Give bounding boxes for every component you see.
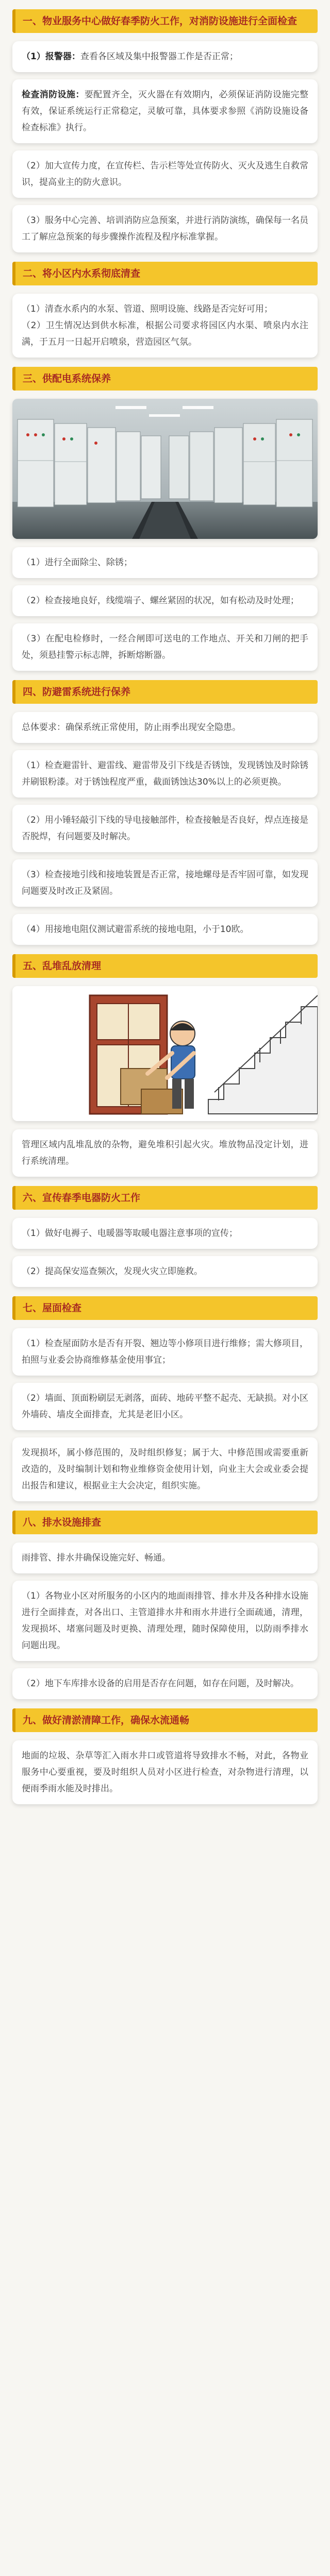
- section-3-box-a: （1）进行全面除尘、除锈；: [12, 547, 318, 578]
- section-4-box-c: （3）检查接地引线和接地装置是否正常，接地螺母是否牢固可靠，如发现问题要及时改正及紧固。: [12, 859, 318, 907]
- section-9-title: 九、做好清淤清障工作，确保水流通畅: [12, 1708, 318, 1732]
- section-1-box-c: （2）加大宣传力度，在宣传栏、告示栏等处宣传防火、灭火及逃生自救常识，提高业主的防火意识。: [12, 150, 318, 198]
- section-9-box: 地面的垃圾、杂草等汇入雨水井口或管道将导致排水不畅，对此，各物业服务中心要重视，要及时组织人员对小区进行检查，对杂物进行清理，以便雨季雨水能及时排出。: [12, 1740, 318, 1804]
- fire-facility-text: 要配置齐全，灭火器在有效期内，必须保证消防设施完整有效，保证系统运行正常稳定，灵敏可靠，具体要求参照《消防设施设备检查标准》执行。: [22, 90, 309, 133]
- alarm-text: 查看各区域及集中报警器工作是否正常；: [80, 52, 238, 62]
- section-5-title: 五、乱堆乱放清理: [12, 954, 318, 978]
- section-1-box-a: [12, 41, 318, 72]
- section-8-title: 八、排水设施排查: [12, 1511, 318, 1534]
- section-4-intro: 总体要求：确保系统正常使用，防止雨季出现安全隐患。: [12, 712, 318, 743]
- section-2-item-1: （1）清查水系内的水泵、管道、照明设施、线路是否完好可用；: [22, 304, 273, 314]
- section-4-box-b: （2）用小锤轻敲引下线的导电接触部件，检查接触是否良好，焊点连接是否脱焊，有问题要及时解决。: [12, 805, 318, 852]
- section-8-box-a: （1）各物业小区对所服务的小区内的地面雨排管、排水井及各种排水设施进行全面排查，对各出口、主管道排水井和雨水井进行全面疏通，清理，发现损坏、堵塞问题及时更换、清理处理，随时保障使用，以防雨季排水问题出现。: [12, 1581, 318, 1661]
- clutter-illustration: [12, 986, 318, 1121]
- section-8-box-b: （2）地下车库排水设备的启用是否存在问题，如存在问题，及时解决。: [12, 1668, 318, 1699]
- switchgear-illustration: [12, 399, 318, 539]
- section-1-title: 一、物业服务中心做好春季防火工作，对消防设施进行全面检查: [12, 9, 318, 33]
- section-6-title: 六、宣传春季电器防火工作: [12, 1186, 318, 1210]
- section-3-box-c: （3）在配电检修时，一经合闸即可送电的工作地点、开关和刀闸的把手处，须悬挂警示标志牌，拆断熔断器。: [12, 623, 318, 671]
- switchgear-photo: [12, 399, 318, 539]
- section-5-box: 管理区域内乱堆乱放的杂物，避免堆积引起火灾。堆放物品没定计划，进行系统清理。: [12, 1129, 318, 1177]
- section-8-intro: 雨排管、排水井确保设施完好、畅通。: [12, 1543, 318, 1573]
- section-1-box-d: （3）服务中心完善、培训消防应急预案，并进行消防演练，确保每一名员工了解应急预案的每步骤操作流程及程序标准掌握。: [12, 205, 318, 252]
- section-4-box-d: （4）用接地电阻仪测试避雷系统的接地电阻，小于10欧。: [12, 914, 318, 945]
- section-7-box-b: （2）墙面、顶面粉刷层无剥落，面砖、地砖平整不起壳、无缺损。对小区外墙砖、墙皮全面排查，尤其是老旧小区。: [12, 1383, 318, 1430]
- section-3-box-b: （2）检查接地良好，线缆端子、螺丝紧固的状况，如有松动及时处理；: [12, 585, 318, 616]
- fire-facility-label: 检查消防设施：: [22, 90, 85, 100]
- section-6-box-b: （2）提高保安巡查频次，发现火灾立即施救。: [12, 1256, 318, 1287]
- section-4-box-a: （1）检查避雷针、避雷线、避雷带及引下线是否锈蚀，发现锈蚀及时除锈并刷银粉漆。对于锈蚀程度严重，截面锈蚀达30%以上的必须更换。: [12, 750, 318, 798]
- section-7-box-c: 发现损坏，属小修范围的，及时组织修复；属于大、中修范围或需要重新改造的，及时编制计划和物业维修资金使用计划，向业主大会或业委会提出报告和建议，根据业主大会决定，组织实施。: [12, 1437, 318, 1501]
- section-4-title: 四、防避雷系统进行保养: [12, 680, 318, 704]
- section-3-title: 三、供配电系统保养: [12, 367, 318, 391]
- alarm-label: （1）报警器：: [22, 52, 80, 62]
- clutter-cartoon: [12, 986, 318, 1121]
- section-2-title: 二、将小区内水系彻底清查: [12, 262, 318, 285]
- section-7-box-a: （1）检查屋面防水是否有开裂、翘边等小修项目进行维修；需大修项目，拍照与业委会协商维修基金使用事宜；: [12, 1328, 318, 1376]
- section-6-box-a: （1）做好电褥子、电暖器等取暖电器注意事项的宣传；: [12, 1218, 318, 1249]
- section-2-item-2: （2）卫生情况达到供水标准，根据公司要求将园区内水渠、喷泉内水注满，于五月一日起开启喷泉，营造园区气氛。: [22, 320, 308, 347]
- section-1-box-b: [12, 79, 318, 143]
- section-2-box: [12, 294, 318, 358]
- section-7-title: 七、屋面检查: [12, 1296, 318, 1320]
